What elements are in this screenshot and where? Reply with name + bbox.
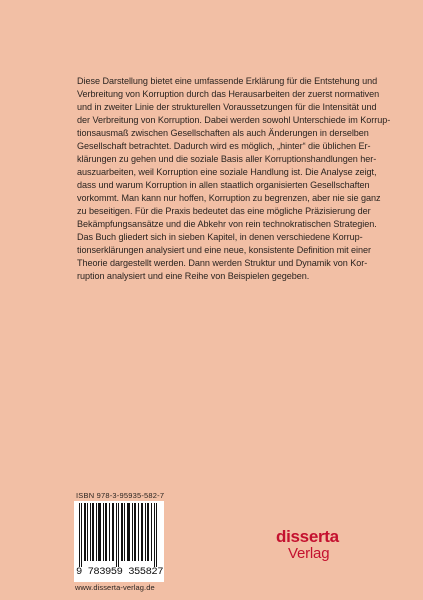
blurb-line: tionsausmaß zwischen Gesellschaften als auch Änderungen in derselben [77, 128, 369, 138]
blurb-line: Verbreitung von Korruption durch das Herausarbeiten der zuerst normativen [77, 89, 380, 99]
blurb-line: Gesellschaft betrachtet. Dadurch wird es möglich, „hinter“ die üblichen Er- [77, 141, 371, 151]
publisher-website: www.disserta-verlag.de [75, 583, 155, 592]
blurb-line: ruption analysiert und eine Reihe von Beispielen gegeben. [77, 271, 310, 281]
barcode-icon [77, 503, 161, 567]
publisher-name: disserta [276, 527, 339, 546]
blurb-line: Diese Darstellung bietet eine umfassende Erklärung für die Entstehung und [77, 76, 378, 86]
blurb-line: auszuarbeiten, weil Korruption eine soziale Handlung ist. Die Analyse zeigt, [77, 167, 377, 177]
isbn-text: ISBN 978-3-95935-582-7 [76, 491, 165, 500]
blurb-line: der Verbreitung von Korruption. Dabei werden sowohl Unterschiede im Korrup- [77, 115, 391, 125]
blurb-line: vorkommt. Man kann nur hoffen, Korruption zu begrenzen, aber nie sie ganz [77, 193, 381, 203]
blurb-line: klärungen zu gehen und die soziale Basis aller Korruptionshandlungen her- [77, 154, 377, 164]
publisher-logo [276, 527, 356, 577]
blurb-line: und in zweiter Linie der strukturellen Voraussetzungen für die Intensität und [77, 102, 377, 112]
blurb-line: Theorie dargestellt werden. Dann werden Struktur und Dynamik von Kor- [77, 258, 368, 268]
blurb-line: zu beseitigen. Für die Praxis bedeutet das eine mögliche Präzisierung der [77, 206, 371, 216]
publisher-subtitle: Verlag [288, 545, 330, 562]
barcode-digits: 9 783959 355827 [76, 566, 164, 578]
barcode-box [74, 501, 164, 582]
blurb-line: tionserklärungen analysiert und eine neue, konsistente Definition mit einer [77, 245, 371, 255]
blurb-line: Das Buch gliedert sich in sieben Kapitel, in denen verschiedene Korrup- [77, 232, 363, 242]
blurb-line: dass und warum Korruption in allen staatlich organisierten Gesellschaften [77, 180, 370, 190]
blurb-text [77, 75, 391, 283]
blurb-line: Bekämpfungsansätze und die Abkehr von rein technokratischen Strategien. [77, 219, 377, 229]
